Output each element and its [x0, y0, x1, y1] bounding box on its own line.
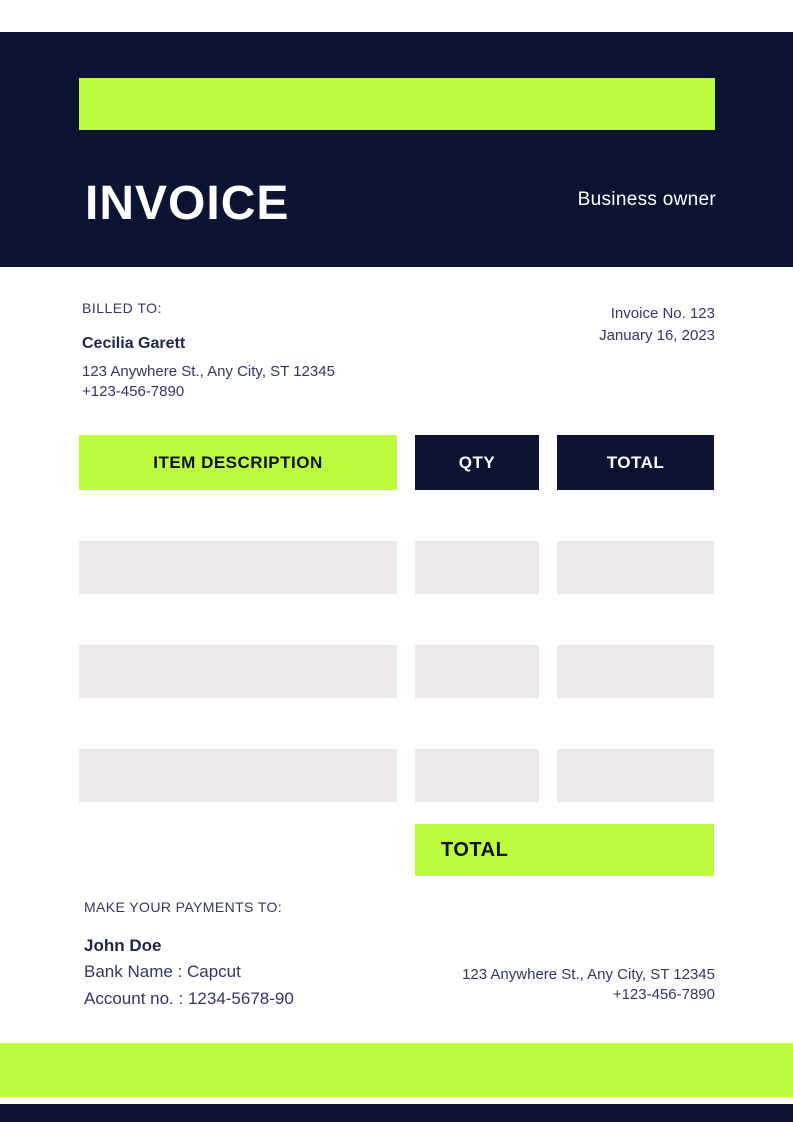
cell-total: [557, 749, 714, 802]
footer-address: 123 Anywhere St., Any City, ST 12345: [462, 966, 715, 983]
cell-qty: [415, 541, 539, 594]
footer-navy-bar: [0, 1104, 793, 1122]
cell-qty: [415, 749, 539, 802]
cell-total: [557, 541, 714, 594]
table-row: [79, 749, 714, 802]
cell-item-description: [79, 645, 397, 698]
cell-qty: [415, 645, 539, 698]
column-header-qty: QTY: [415, 435, 539, 490]
cell-total: [557, 645, 714, 698]
bank-name: Bank Name : Capcut: [84, 962, 241, 981]
grand-total-label: TOTAL: [441, 838, 509, 861]
header-accent-bar: [79, 78, 715, 130]
client-address: 123 Anywhere St., Any City, ST 12345: [82, 363, 335, 380]
payment-label: MAKE YOUR PAYMENTS TO:: [84, 899, 283, 915]
grand-total-bar: [415, 824, 714, 876]
client-name: Cecilia Garett: [82, 335, 186, 352]
cell-item-description: [79, 541, 397, 594]
business-owner-label: Business owner: [577, 189, 716, 210]
column-header-total: TOTAL: [557, 435, 714, 490]
table-row: [79, 541, 714, 594]
invoice-meta: [599, 303, 715, 347]
payment-section: [84, 899, 444, 1010]
column-header-item-description: ITEM DESCRIPTION: [79, 435, 397, 490]
footer-accent-bar: [0, 1043, 793, 1097]
table-row: [79, 645, 714, 698]
invoice-title: INVOICE: [85, 177, 290, 230]
account-number: Account no. : 1234-5678-90: [84, 989, 294, 1008]
cell-item-description: [79, 749, 397, 802]
client-phone: +123-456-7890: [82, 383, 185, 400]
invoice-date: January 16, 2023: [599, 327, 715, 344]
billed-to-section: [82, 300, 442, 402]
footer-phone: +123-456-7890: [612, 986, 715, 1003]
table-header-row: [79, 435, 714, 490]
billed-to-label: BILLED TO:: [82, 300, 162, 316]
payee-name: John Doe: [84, 936, 162, 955]
invoice-number: Invoice No. 123: [610, 305, 715, 322]
header-banner: [0, 32, 793, 267]
footer-contact: [462, 965, 715, 1005]
